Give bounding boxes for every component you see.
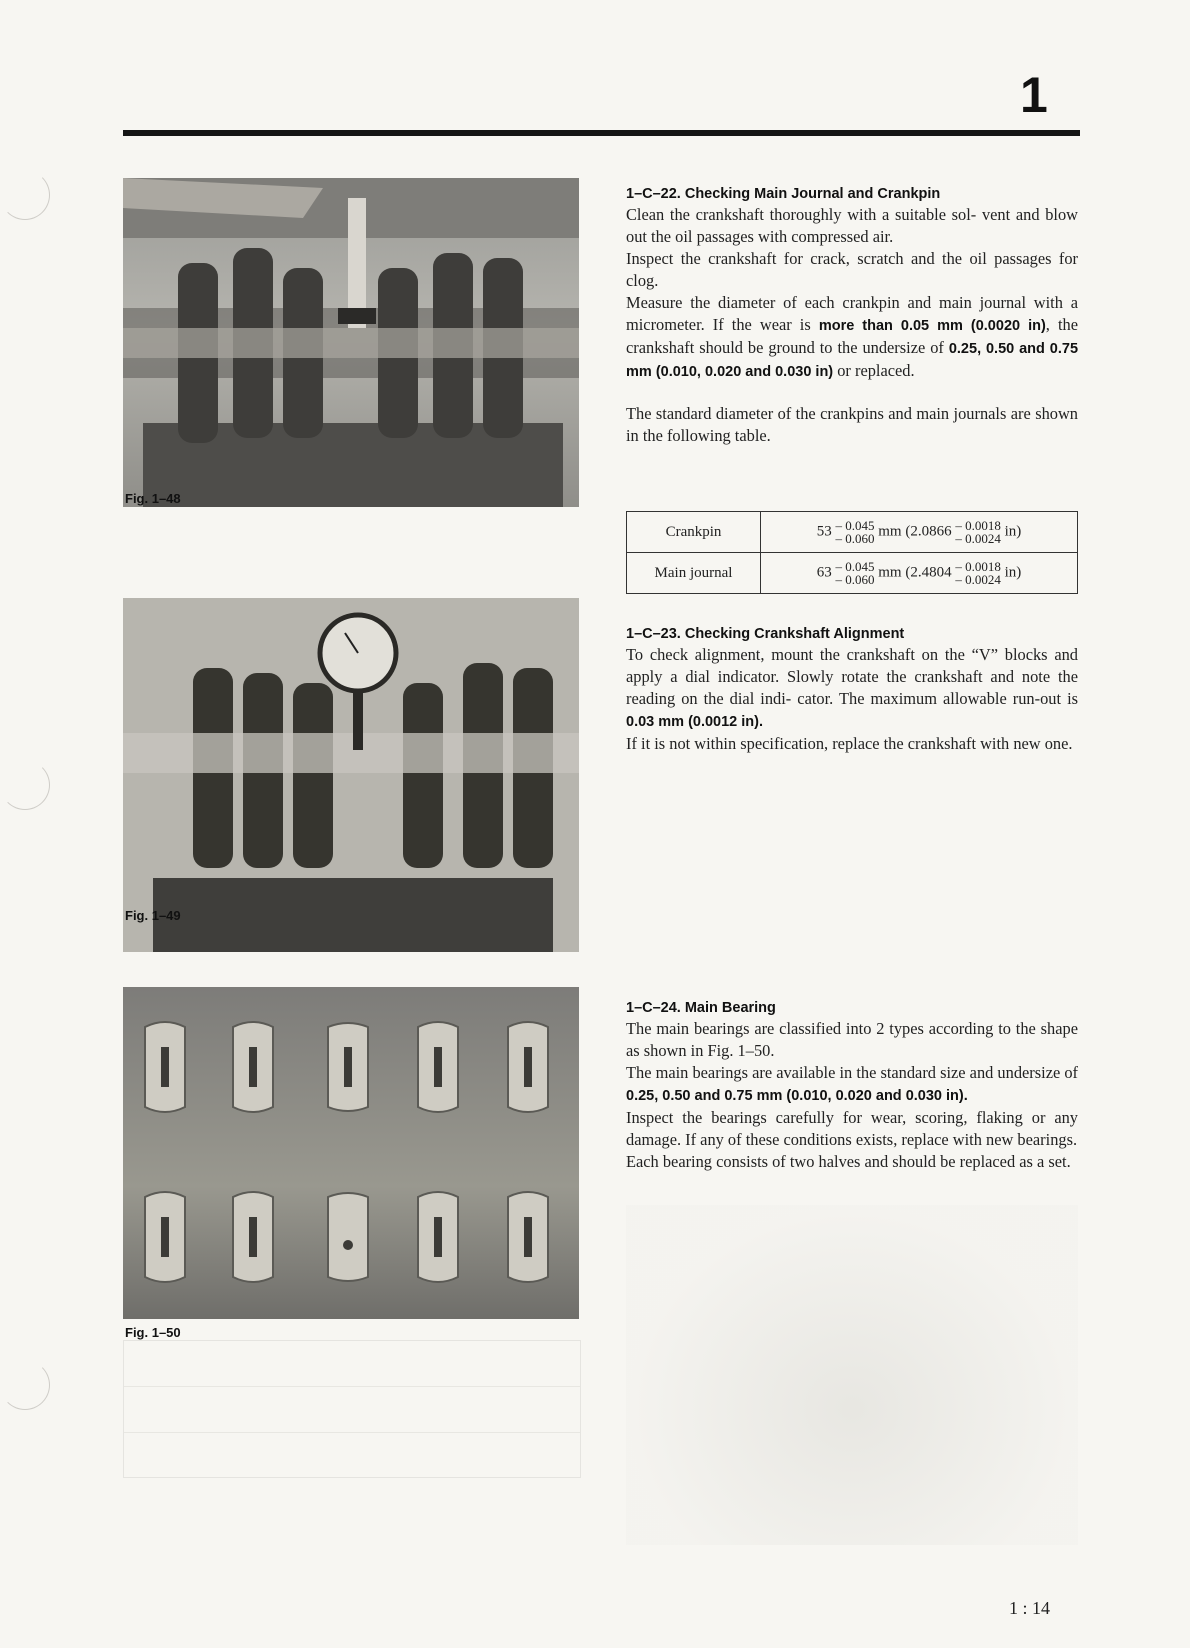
paragraph	[626, 292, 1078, 383]
tolerance-in: – 0.0018 – 0.0024	[955, 518, 1001, 546]
tolerance-in: – 0.0018 – 0.0024	[955, 559, 1001, 587]
section-heading: 1–C–22. Checking Main Journal and Crankpin	[626, 186, 941, 202]
text-run: , the crankshaft should be ground to the undersize of	[626, 315, 1078, 357]
page-number: 1 : 14	[1009, 1598, 1051, 1618]
paragraph	[626, 1062, 1078, 1107]
crankshaft-dial-indicator-photo	[123, 598, 579, 952]
bleed-through-shadow	[626, 1205, 1078, 1545]
text-run: Measure the diameter of each crankpin and main journal with a micrometer. If the wear is	[626, 293, 1078, 334]
section-main-bearing	[626, 998, 1078, 1173]
inch-dim: mm (2.0866	[878, 523, 952, 540]
tolerance-mm: – 0.045 – 0.060	[835, 559, 875, 587]
figure-caption: Fig. 1–49	[125, 908, 181, 923]
punch-hole	[0, 1360, 50, 1410]
paragraph: If it is not within specification, replace the crankshaft with new one.	[626, 734, 1073, 753]
text-run: or replaced.	[833, 361, 915, 380]
paragraph: Each bearing consists of two halves and should be replaced as a set.	[626, 1152, 1071, 1171]
paragraph	[626, 644, 1078, 733]
header-rule	[123, 130, 1080, 136]
figure-caption: Fig. 1–50	[125, 1325, 181, 1340]
row-name: Crankpin	[627, 512, 761, 553]
inch-dim: mm (2.4804	[878, 564, 952, 581]
punch-hole	[0, 760, 50, 810]
section-checking-main-journal	[626, 184, 1078, 447]
punch-hole	[0, 170, 50, 220]
bold-spec: more than 0.05 mm (0.0020 in)	[818, 318, 1046, 334]
text-run: The main bearings are available in the standard size and undersize of	[626, 1063, 1078, 1082]
diameter-spec-table	[626, 511, 1078, 594]
bleed-through-table	[123, 1340, 581, 1478]
section-heading: 1–C–23. Checking Crankshaft Alignment	[626, 626, 905, 642]
text-run: To check alignment, mount the crankshaft on the “V” blocks and apply a dial indicator. Slowly rotate the crankshaft and note the reading on the dial indi- cator. The maximum allowable run-out is	[626, 645, 1078, 708]
table-row	[627, 512, 1078, 553]
row-value: 53 – 0.045 – 0.060 mm (2.0866 – 0.0018 – 0.0024 in)	[761, 512, 1078, 553]
tolerance-mm: – 0.045 – 0.060	[835, 518, 875, 546]
bold-spec: 0.03 mm (0.0012 in).	[626, 714, 764, 730]
chapter-number: 1	[1020, 67, 1048, 123]
section-heading: 1–C–24. Main Bearing	[626, 1000, 776, 1016]
bold-spec: 0.25, 0.50 and 0.75 mm (0.010, 0.020 and 0.030 in)	[626, 341, 1079, 380]
paragraph: Inspect the bearings carefully for wear, scoring, flaking or any damage. If any of these conditions exists, replace with new bearings.	[626, 1108, 1078, 1149]
paragraph: The main bearings are classified into 2 types according to the shape as shown in Fig. 1–50.	[626, 1019, 1078, 1060]
figure-caption: Fig. 1–48	[125, 491, 181, 506]
paragraph: The standard diameter of the crankpins and main journals are shown in the following table.	[626, 404, 1078, 445]
row-value: 63 – 0.045 – 0.060 mm (2.4804 – 0.0018 – 0.0024 in)	[761, 553, 1078, 594]
crankshaft-micrometer-photo	[123, 178, 579, 507]
table-row	[627, 553, 1078, 594]
main-bearings-photo	[123, 987, 579, 1319]
section-crankshaft-alignment	[626, 624, 1078, 755]
bold-spec: 0.25, 0.50 and 0.75 mm (0.010, 0.020 and 0.030 in).	[626, 1088, 968, 1104]
row-name: Main journal	[627, 553, 761, 594]
paragraph: Clean the crankshaft thoroughly with a suitable sol- vent and blow out the oil passages with compressed air.	[626, 205, 1078, 246]
paragraph: Inspect the crankshaft for crack, scratch and the oil passages for clog.	[626, 249, 1078, 290]
base-dim: 53	[816, 523, 832, 540]
base-dim: 63	[816, 564, 832, 581]
